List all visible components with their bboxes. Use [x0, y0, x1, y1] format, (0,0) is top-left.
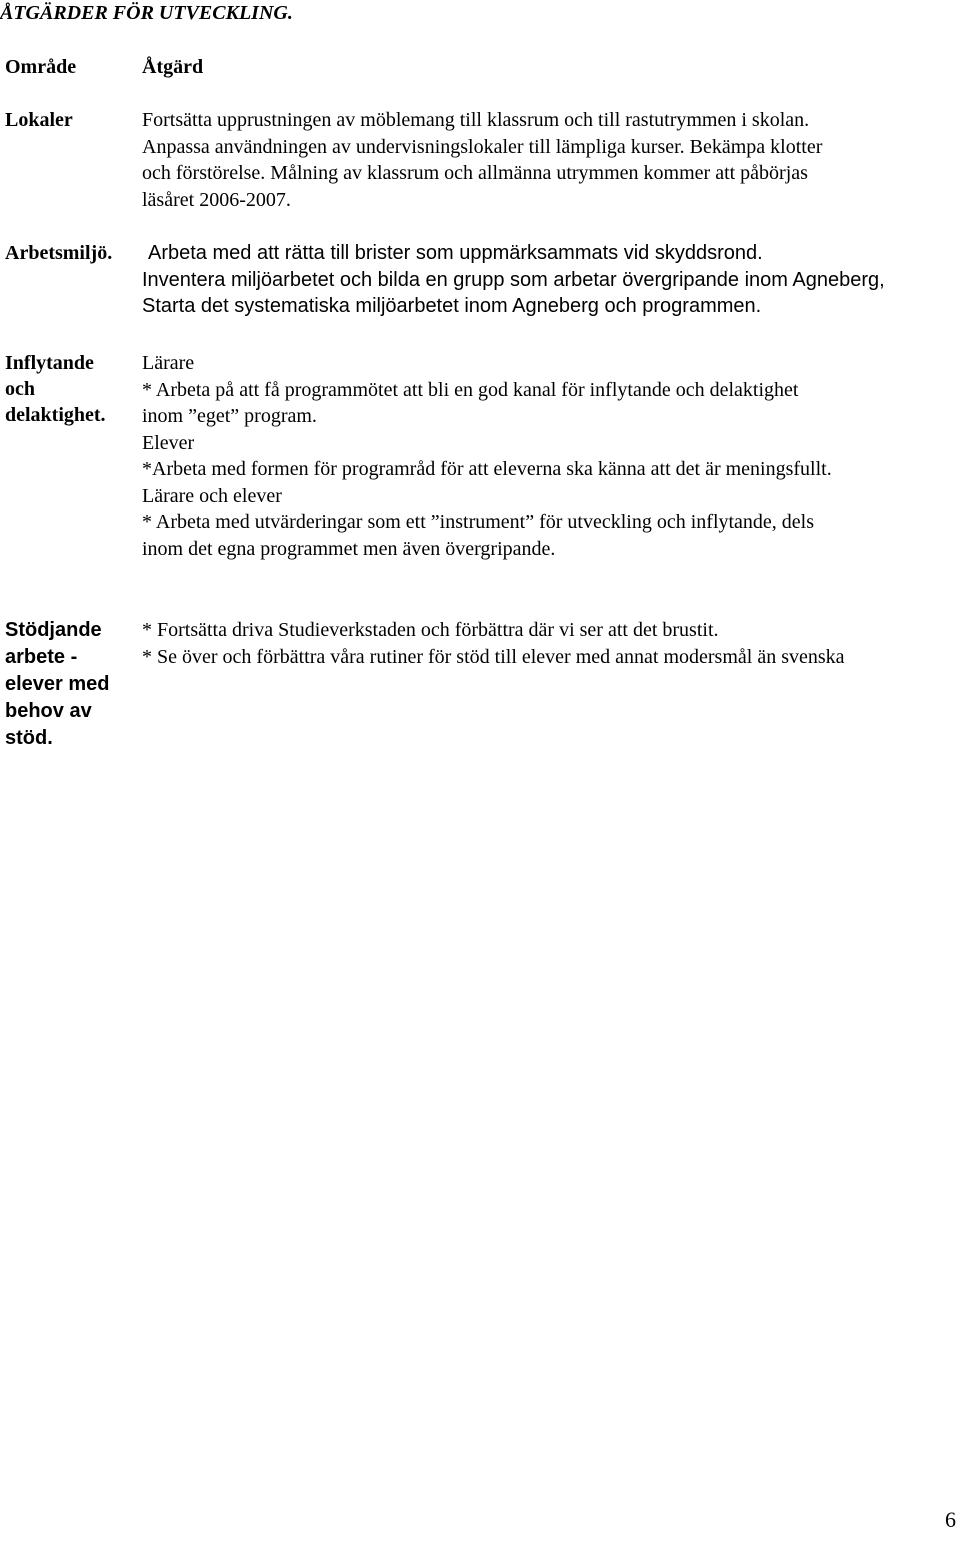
text-line: inom det egna programmet men även övergripande. [142, 537, 556, 560]
row-label-line: elever med [5, 673, 110, 695]
text-line: * Arbeta med utvärderingar som ett ”instrument” för utveckling och inflytande, dels [142, 511, 815, 533]
text-line: * Se över och förbättra våra rutiner för stöd till elever med annat modersmål än svenska [142, 645, 845, 668]
row-text-lokaler [142, 107, 822, 213]
row-label-line: Stödjande [5, 619, 102, 641]
text-line: Fortsätta upprustningen av möblemang till klassrum och till rastutrymmen i skolan. [142, 109, 810, 131]
text-line: *Arbeta med formen för programråd för att eleverna ska känna att det är meningsfullt. [142, 458, 832, 480]
row-label-line: och [5, 378, 35, 400]
row-label-line: Arbetsmiljö. [5, 242, 113, 264]
row-label-line: delaktighet. [5, 404, 106, 426]
text-line: Anpassa användningen av undervisningslokaler till lämpliga kurser. Bekämpa klotter [142, 135, 823, 158]
document-heading: ÅTGÄRDER FÖR UTVECKLING. [0, 2, 293, 24]
row-label-lokaler [5, 107, 73, 133]
row-label-stodjande [5, 617, 110, 752]
row-text-inflytande [142, 350, 832, 562]
text-line: Starta det systematiska miljöarbetet inom Agneberg och programmen. [142, 295, 762, 317]
row-label-line: arbete - [5, 646, 78, 668]
text-line: och förstörelse. Målning av klassrum och allmänna utrymmen kommer att påbörjas [142, 162, 808, 184]
text-line: Elever [142, 431, 195, 454]
text-line: Inventera miljöarbetet och bilda en grupp som arbetar övergripande inom Agneberg, [142, 268, 885, 291]
row-label-line: stöd. [5, 727, 53, 749]
text-line: * Arbeta på att få programmötet att bli en god kanal för inflytande och delaktighet [142, 378, 799, 401]
text-line: läsåret 2006-2007. [142, 188, 291, 211]
row-label-inflytande [5, 350, 106, 428]
row-label-arbetsmiljo [5, 240, 112, 266]
row-label-line: Lokaler [5, 109, 73, 131]
row-text-arbetsmiljo [142, 240, 885, 320]
column-header-action: Åtgärd [142, 56, 204, 78]
text-line: Lärare [142, 352, 195, 374]
text-line: inom ”eget” program. [142, 405, 317, 427]
page-number: 6 [945, 1507, 956, 1532]
text-line: Arbeta med att rätta till brister som uppmärksammats vid skyddsrond. [148, 242, 763, 264]
row-text-stodjande [142, 617, 845, 670]
text-line: * Fortsätta driva Studieverkstaden och förbättra där vi ser att det brustit. [142, 619, 719, 641]
text-line: Lärare och elever [142, 484, 282, 507]
row-label-line: behov av [5, 700, 92, 722]
column-header-area: Område [5, 56, 77, 78]
row-label-line: Inflytande [5, 352, 94, 374]
